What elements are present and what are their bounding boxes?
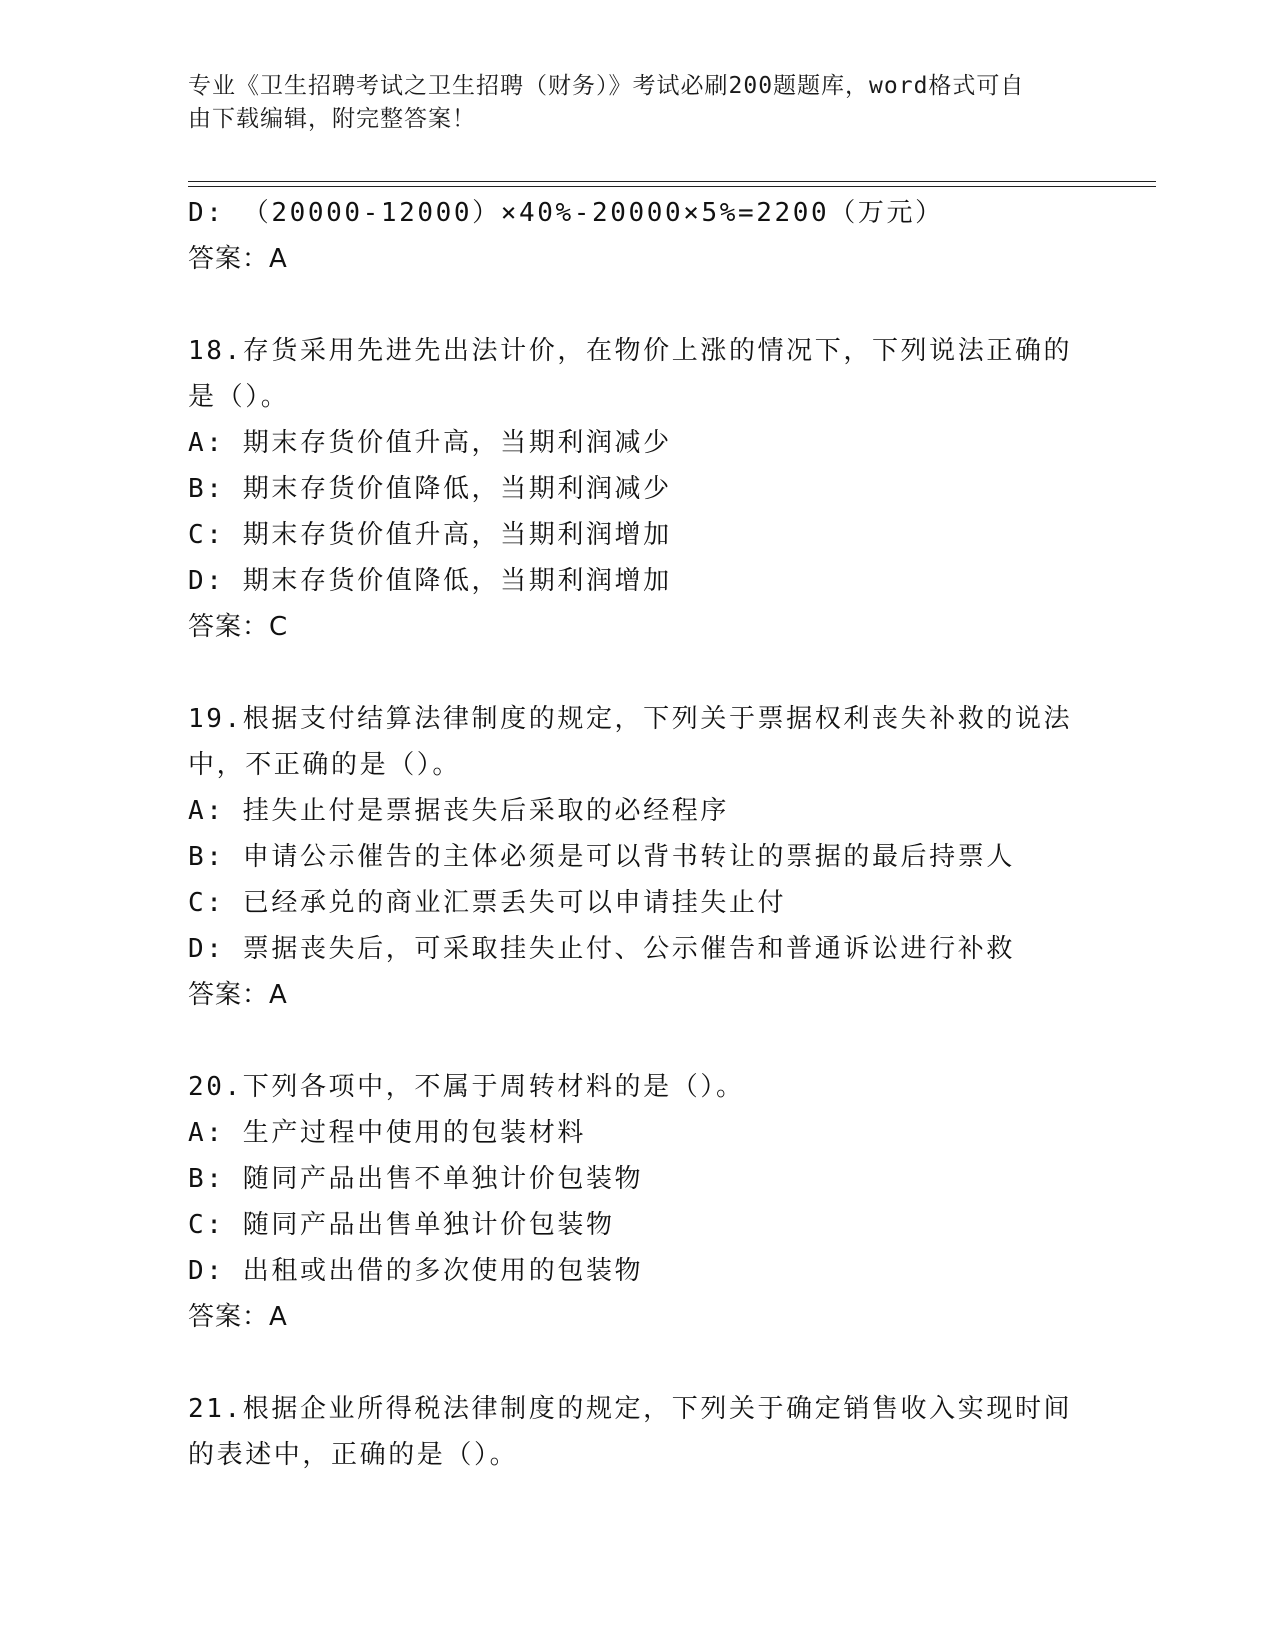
spacer — [188, 1340, 1088, 1386]
page-header — [188, 70, 1068, 136]
spacer — [188, 650, 1088, 696]
option-c: C: 已经承兑的商业汇票丢失可以申请挂失止付 — [188, 888, 787, 918]
spacer — [188, 282, 1088, 328]
question-stem: 20.下列各项中，不属于周转材料的是（）。 — [188, 1072, 745, 1102]
option-a: A: 生产过程中使用的包装材料 — [188, 1118, 586, 1148]
spacer — [188, 1018, 1088, 1064]
prev-option-d: D: （20000-12000）×40%-20000×5%=2200（万元） — [188, 198, 944, 228]
question-stem: 19.根据支付结算法律制度的规定，下列关于票据权利丧失补救的说法 — [188, 704, 1073, 734]
answer: 答案：C — [188, 612, 289, 642]
header-rule-top — [188, 181, 1156, 182]
option-b: B: 随同产品出售不单独计价包装物 — [188, 1164, 644, 1194]
option-c: C: 期末存货价值升高，当期利润增加 — [188, 520, 672, 550]
prev-answer: 答案：A — [188, 244, 288, 274]
question-stem: 21.根据企业所得税法律制度的规定，下列关于确定销售收入实现时间 — [188, 1394, 1073, 1424]
option-a: A: 期末存货价值升高，当期利润减少 — [188, 428, 672, 458]
question-stem: 18.存货采用先进先出法计价，在物价上涨的情况下，下列说法正确的 — [188, 336, 1073, 366]
question-20 — [188, 1064, 1088, 1340]
option-a: A: 挂失止付是票据丧失后采取的必经程序 — [188, 796, 729, 826]
option-b: B: 期末存货价值降低，当期利润减少 — [188, 474, 672, 504]
option-c: C: 随同产品出售单独计价包装物 — [188, 1210, 615, 1240]
option-d: D: 票据丧失后，可采取挂失止付、公示催告和普通诉讼进行补救 — [188, 934, 1015, 964]
question-stem-cont: 中，不正确的是（）。 — [188, 750, 462, 780]
question-19 — [188, 696, 1088, 1018]
option-d: D: 出租或出借的多次使用的包装物 — [188, 1256, 644, 1286]
question-18 — [188, 328, 1088, 650]
header-line-1: 专业《卫生招聘考试之卫生招聘（财务）》考试必刷200题题库，word格式可自 — [188, 73, 1025, 99]
header-line-2: 由下载编辑，附完整答案！ — [188, 106, 476, 132]
question-21 — [188, 1386, 1088, 1478]
option-d: D: 期末存货价值降低，当期利润增加 — [188, 566, 672, 596]
question-stem-cont: 的表述中，正确的是（）。 — [188, 1440, 519, 1470]
header-rule-bottom — [188, 186, 1156, 187]
answer: 答案：A — [188, 980, 288, 1010]
question-stem-cont: 是（）。 — [188, 382, 290, 412]
option-b: B: 申请公示催告的主体必须是可以背书转让的票据的最后持票人 — [188, 842, 1015, 872]
question-content — [188, 190, 1088, 1478]
answer: 答案：A — [188, 1302, 288, 1332]
